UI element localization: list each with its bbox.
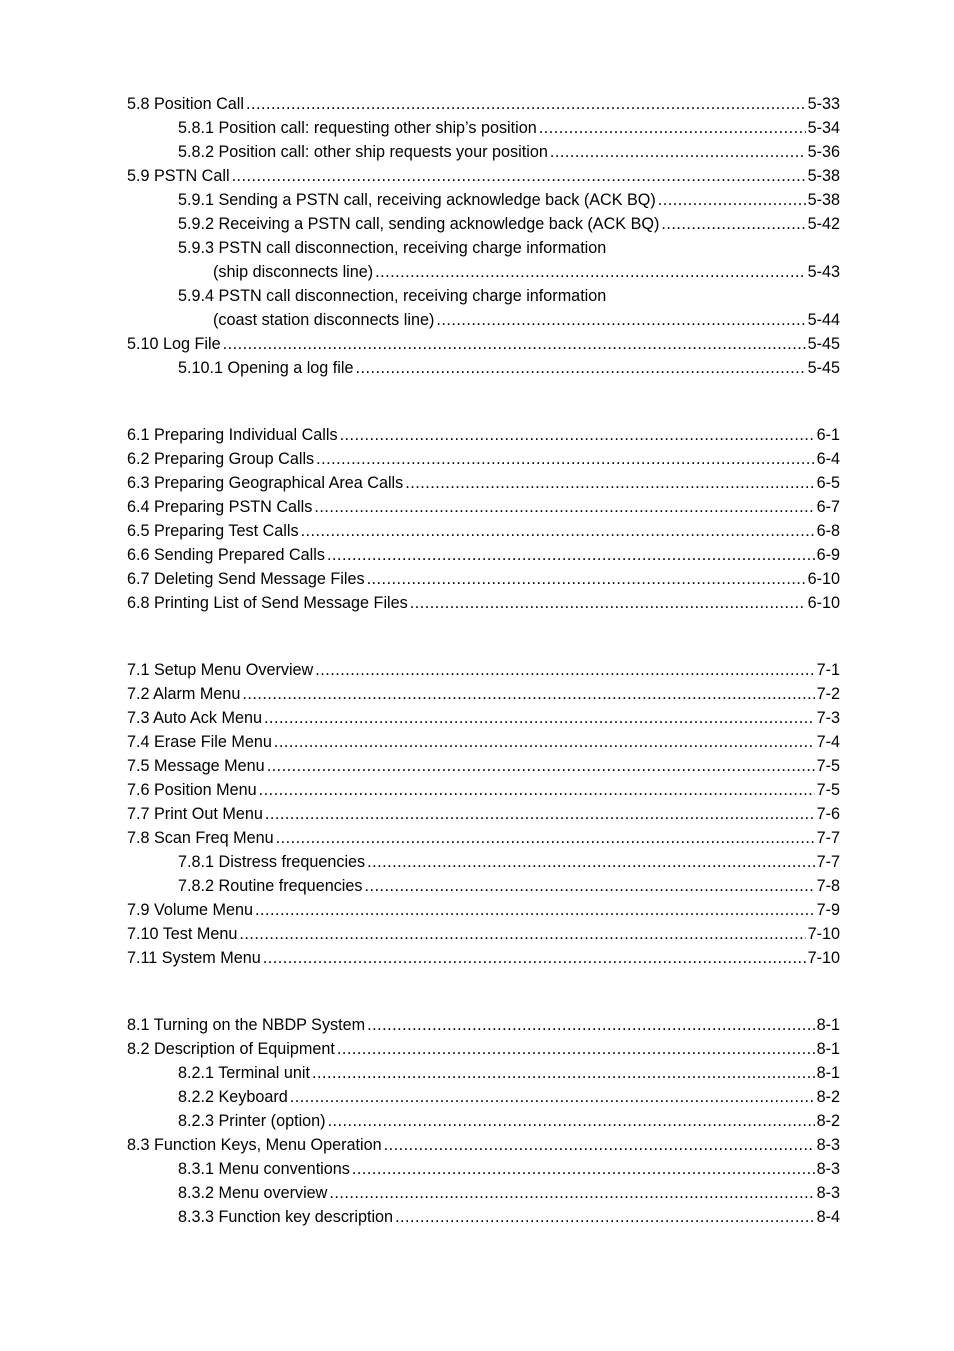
dot-leader [367, 567, 806, 591]
dot-leader [301, 519, 815, 543]
dot-leader [312, 1061, 815, 1085]
toc-entry-title: 7.2 Alarm Menu [127, 685, 241, 703]
toc-entry-title: 5.9 PSTN Call [127, 167, 230, 185]
toc-entry[interactable] [127, 356, 840, 380]
toc-entry[interactable] [127, 1037, 840, 1061]
dot-leader [232, 164, 806, 188]
toc-entry[interactable] [127, 1085, 840, 1109]
toc-entry-title: 8.2 Description of Equipment [127, 1040, 335, 1058]
toc-entry-title: 8.3 Function Keys, Menu Operation [127, 1136, 382, 1154]
toc-entry-page: 5-45 [807, 335, 840, 353]
toc-entry[interactable] [127, 1157, 840, 1181]
toc-entry-title: 5.8 Position Call [127, 95, 244, 113]
toc-entry-page: 6-9 [816, 546, 840, 564]
dot-leader [276, 826, 815, 850]
toc-entry-page: 8-4 [816, 1208, 840, 1226]
toc-entry[interactable] [127, 140, 840, 164]
toc-entry-page: 5-38 [807, 191, 840, 209]
toc-entry[interactable] [127, 495, 840, 519]
toc-entry-page: 7-10 [807, 949, 840, 967]
toc-entry-title: 5.9.3 PSTN call disconnection, receiving charge information [178, 239, 607, 257]
toc-entry[interactable] [127, 1013, 840, 1037]
dot-leader [364, 874, 814, 898]
toc-entry[interactable] [127, 922, 840, 946]
toc-entry-title: 6.4 Preparing PSTN Calls [127, 498, 313, 516]
toc-entry-title: 8.3.3 Function key description [178, 1208, 394, 1226]
toc-entry[interactable] [127, 188, 840, 212]
toc-entry[interactable] [127, 1205, 840, 1229]
dot-leader [340, 423, 815, 447]
toc-entry-page: 5-42 [807, 215, 840, 233]
toc-entry[interactable] [127, 1061, 840, 1085]
toc-entry-page: 8-1 [816, 1040, 840, 1058]
toc-entry-page: 6-8 [816, 522, 840, 540]
toc-entry-title: 6.5 Preparing Test Calls [127, 522, 299, 540]
dot-leader [395, 1205, 815, 1229]
toc-entry-title: 7.6 Position Menu [127, 781, 257, 799]
toc-entry[interactable] [127, 946, 840, 970]
toc-entry-title: 6.6 Sending Prepared Calls [127, 546, 325, 564]
toc-entry[interactable] [127, 284, 840, 308]
toc-entry-page: 7-7 [816, 853, 840, 871]
toc-section-ch6 [127, 423, 840, 615]
toc-entry[interactable] [127, 754, 840, 778]
toc-entry-page: 7-6 [816, 805, 840, 823]
toc-entry[interactable] [127, 658, 840, 682]
toc-entry-title: 7.11 System Menu [127, 949, 261, 967]
dot-leader [405, 471, 814, 495]
toc-entry[interactable] [127, 260, 840, 284]
toc-entry-title: 7.8.1 Distress frequencies [178, 853, 366, 871]
dot-leader [239, 922, 805, 946]
toc-entry-title: 8.2.3 Printer (option) [178, 1112, 326, 1130]
toc-entry-title: 5.9.4 PSTN call disconnection, receiving charge information [178, 287, 607, 305]
toc-entry[interactable] [127, 308, 840, 332]
toc-entry-page: 8-3 [816, 1136, 840, 1154]
toc-entry-page: 7-5 [816, 757, 840, 775]
toc-entry-page: 5-34 [807, 119, 840, 137]
toc-entry-title: 5.8.2 Position call: other ship requests your position [178, 143, 548, 161]
toc-entry-title: 8.2.1 Terminal unit [178, 1064, 310, 1082]
toc-entry-title: 7.1 Setup Menu Overview [127, 661, 314, 679]
dot-leader [265, 802, 815, 826]
toc-entry-page: 5-38 [807, 167, 840, 185]
toc-entry[interactable] [127, 212, 840, 236]
dot-leader [263, 946, 806, 970]
toc-entry[interactable] [127, 567, 840, 591]
toc-entry[interactable] [127, 706, 840, 730]
toc-entry[interactable] [127, 116, 840, 140]
toc-entry-page: 8-2 [816, 1088, 840, 1106]
toc-entry-page: 5-45 [807, 359, 840, 377]
dot-leader [267, 754, 815, 778]
dot-leader [316, 447, 814, 471]
toc-entry-title: 8.2.2 Keyboard [178, 1088, 288, 1106]
toc-entry-page: 8-2 [816, 1112, 840, 1130]
toc-entry[interactable] [127, 730, 840, 754]
toc-entry-title: 7.9 Volume Menu [127, 901, 253, 919]
table-of-contents [127, 92, 840, 1229]
toc-entry[interactable] [127, 423, 840, 447]
toc-entry-page: 8-1 [816, 1016, 840, 1034]
dot-leader [242, 682, 814, 706]
toc-entry-title: 6.2 Preparing Group Calls [127, 450, 315, 468]
toc-entry[interactable] [127, 802, 840, 826]
toc-entry-title: 6.8 Printing List of Send Message Files [127, 594, 408, 612]
dot-leader [259, 778, 815, 802]
toc-entry[interactable] [127, 164, 840, 188]
toc-entry[interactable] [127, 332, 840, 356]
toc-entry-page: 7-3 [816, 709, 840, 727]
dot-leader [290, 1085, 815, 1109]
toc-entry-title: 7.5 Message Menu [127, 757, 265, 775]
toc-entry[interactable] [127, 898, 840, 922]
toc-entry[interactable] [127, 591, 840, 615]
toc-entry-title: 8.1 Turning on the NBDP System [127, 1016, 366, 1034]
toc-entry-page: 5-44 [807, 311, 840, 329]
dot-leader [661, 212, 805, 236]
toc-entry-page: 6-10 [807, 594, 840, 612]
toc-entry-page: 7-7 [816, 829, 840, 847]
dot-leader [352, 1157, 815, 1181]
dot-leader [367, 1013, 814, 1037]
toc-entry-page: 7-9 [816, 901, 840, 919]
toc-entry-title: 5.8.1 Position call: requesting other ship’s position [178, 119, 537, 137]
toc-entry-page: 7-2 [816, 685, 840, 703]
toc-entry-title: 7.7 Print Out Menu [127, 805, 263, 823]
toc-entry[interactable] [127, 236, 840, 260]
toc-entry-page: 5-33 [807, 95, 840, 113]
dot-leader [264, 706, 815, 730]
toc-entry-title: 7.8 Scan Freq Menu [127, 829, 274, 847]
dot-leader [658, 188, 806, 212]
dot-leader [329, 1181, 814, 1205]
toc-entry-page: 8-3 [816, 1184, 840, 1202]
toc-entry-page: 6-1 [816, 426, 840, 444]
toc-entry-title: 7.4 Erase File Menu [127, 733, 272, 751]
dot-leader [539, 116, 806, 140]
toc-entry[interactable] [127, 1109, 840, 1133]
toc-entry-title: 6.7 Deleting Send Message Files [127, 570, 365, 588]
toc-section-ch7 [127, 658, 840, 970]
toc-entry-title: 6.1 Preparing Individual Calls [127, 426, 338, 444]
dot-leader [274, 730, 815, 754]
toc-entry[interactable] [127, 543, 840, 567]
toc-entry-page: 7-4 [816, 733, 840, 751]
dot-leader [314, 495, 814, 519]
dot-leader [255, 898, 815, 922]
toc-section-ch8 [127, 1013, 840, 1229]
dot-leader [375, 260, 805, 284]
dot-leader [327, 543, 815, 567]
toc-entry-title: 5.9.2 Receiving a PSTN call, sending acknowledge back (ACK BQ) [178, 215, 660, 233]
toc-entry[interactable] [127, 682, 840, 706]
toc-entry[interactable] [127, 874, 840, 898]
toc-entry-title: 5.10 Log File [127, 335, 221, 353]
toc-entry[interactable] [127, 471, 840, 495]
toc-entry[interactable] [127, 92, 840, 116]
toc-entry-title: 5.10.1 Opening a log file [178, 359, 354, 377]
toc-entry-title: (coast station disconnects line) [213, 311, 435, 329]
toc-entry-title: 7.8.2 Routine frequencies [178, 877, 363, 895]
toc-entry-page: 6-5 [816, 474, 840, 492]
toc-entry-title: 6.3 Preparing Geographical Area Calls [127, 474, 404, 492]
dot-leader [328, 1109, 815, 1133]
toc-entry[interactable] [127, 850, 840, 874]
dot-leader [436, 308, 805, 332]
toc-entry-page: 6-4 [816, 450, 840, 468]
dot-leader [550, 140, 806, 164]
toc-entry-page: 5-43 [807, 263, 840, 281]
toc-entry-page: 7-1 [816, 661, 840, 679]
toc-entry-page: 5-36 [807, 143, 840, 161]
toc-entry[interactable] [127, 1181, 840, 1205]
toc-entry[interactable] [127, 1133, 840, 1157]
dot-leader [246, 92, 806, 116]
toc-entry-title: 7.3 Auto Ack Menu [127, 709, 262, 727]
toc-section-ch5 [127, 92, 840, 380]
toc-entry-page: 6-7 [816, 498, 840, 516]
toc-entry-page: 8-3 [816, 1160, 840, 1178]
toc-entry-title: 8.3.1 Menu conventions [178, 1160, 350, 1178]
toc-entry-title: 5.9.1 Sending a PSTN call, receiving acknowledge back (ACK BQ) [178, 191, 656, 209]
toc-entry[interactable] [127, 447, 840, 471]
dot-leader [223, 332, 806, 356]
toc-entry-title: 8.3.2 Menu overview [178, 1184, 328, 1202]
dot-leader [315, 658, 814, 682]
dot-leader [410, 591, 806, 615]
dot-leader [337, 1037, 815, 1061]
toc-entry[interactable] [127, 519, 840, 543]
toc-entry-title: 7.10 Test Menu [127, 925, 238, 943]
dot-leader [367, 850, 814, 874]
toc-entry[interactable] [127, 826, 840, 850]
toc-entry-page: 7-10 [807, 925, 840, 943]
toc-entry-title: (ship disconnects line) [213, 263, 374, 281]
toc-entry-page: 8-1 [816, 1064, 840, 1082]
toc-entry-page: 6-10 [807, 570, 840, 588]
dot-leader [384, 1133, 815, 1157]
toc-entry[interactable] [127, 778, 840, 802]
dot-leader [356, 356, 806, 380]
toc-entry-page: 7-5 [816, 781, 840, 799]
toc-entry-page: 7-8 [816, 877, 840, 895]
